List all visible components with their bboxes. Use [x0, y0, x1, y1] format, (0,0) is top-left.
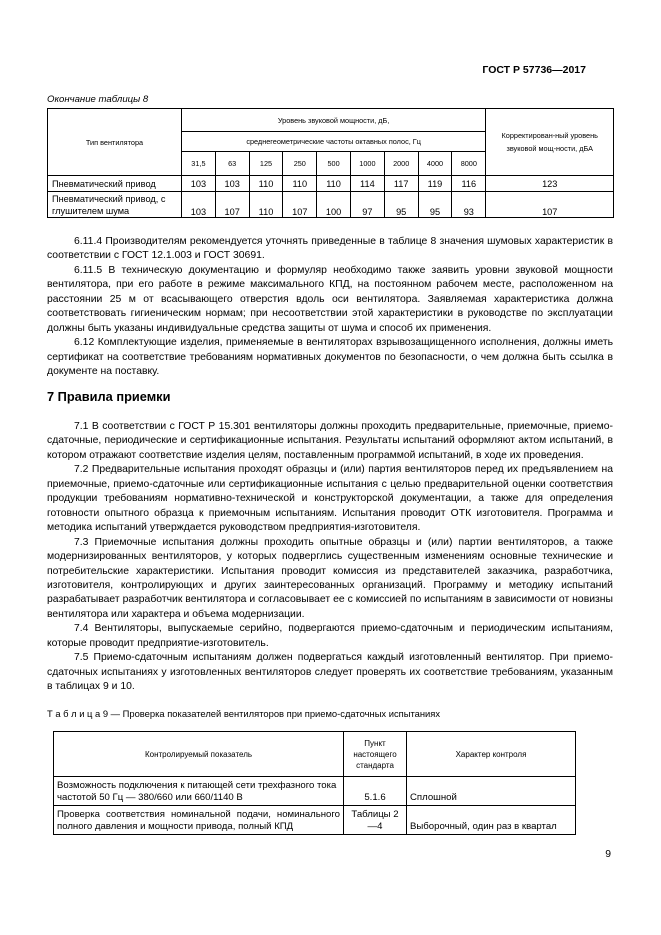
page-number: 9	[605, 849, 611, 860]
cell-corrected: 123	[486, 176, 614, 192]
cell-indicator: Проверка соответствия номинальной подачи, номинального полного давления и мощности привода, полный КПД	[54, 806, 344, 835]
table-9	[53, 731, 576, 835]
freq-header: 125	[249, 152, 283, 176]
cell-clause: Таблицы 2—4	[344, 806, 407, 835]
section-heading: 7 Правила приемки	[47, 389, 171, 404]
col-clause-header: Пункт настоящего стандарта	[344, 732, 407, 777]
row-label: Пневматический привод	[48, 176, 182, 192]
col-type-header: Тип вентилятора	[48, 109, 182, 176]
cell-value: 93	[452, 192, 486, 218]
table9-caption: Т а б л и ц а 9 — Проверка показателей вентиляторов при приемо-сдаточных испытаниях	[47, 708, 441, 719]
clauses-6	[47, 235, 613, 380]
cell-value: 103	[215, 176, 249, 192]
col-freq-header: среднегеометрические частоты октавных полос, Гц	[182, 132, 486, 152]
row-label: Пневматический привод, с глушителем шума	[48, 192, 182, 218]
clause-7-3: 7.3 Приемочные испытания должны проходить опытные образцы и (или) партии вентиляторов, а также модернизированных вентиляторов, у которых подверглись существенным изменениям основные технические и потребительские характеристики. Испытания проводит комиссия из представителей заказчика, разработчика, изготовителя, контролирующих и других заинтересованных организаций. Программу и методику испытаний разрабатывает разработчик вентилятора и согласовывает ее с комиссией по испытаниям в зависимости от новизны вентилятора или характера и объема модернизации.	[47, 536, 613, 620]
cell-value: 95	[384, 192, 418, 218]
clause-7-2: 7.2 Предварительные испытания проходят образцы и (или) партия вентиляторов перед их предъявлением на приемочные, приемо-сдаточные или сертификационные испытания с целью предварительной оценки соответствия продукции требованиям нормативно-технической и конструкторской документации, а также для определения готовности опытного образца к приемочным испытаниям. Испытания проводит ОТК изготовителя. Программа и методика испытаний утверждается руководством предприятия-изготовителя.	[47, 464, 613, 534]
table-row	[54, 806, 576, 835]
cell-value: 110	[249, 192, 283, 218]
cell-value: 95	[418, 192, 452, 218]
freq-header: 500	[317, 152, 351, 176]
cell-value: 103	[182, 192, 216, 218]
cell-clause: 5.1.6	[344, 777, 407, 806]
col-power-header: Уровень звуковой мощности, дБ,	[182, 109, 486, 132]
cell-value: 107	[215, 192, 249, 218]
table-row	[48, 192, 614, 218]
table-row	[48, 176, 614, 192]
clause-6-12: 6.12 Комплектующие изделия, применяемые в вентиляторах взрывозащищенного исполнения, должны иметь сертификат на соответствие требованиям нормативных документов по безопасности, о чем должна быть ссылка в документе на поставку.	[47, 337, 613, 378]
clause-7-4: 7.4 Вентиляторы, выпускаемые серийно, подвергаются приемо-сдаточным и периодическим испытаниям, которые проводит предприятие-изготовитель.	[47, 623, 613, 649]
cell-value: 103	[182, 176, 216, 192]
cell-value: 119	[418, 176, 452, 192]
cell-value: 100	[317, 192, 351, 218]
col-indicator-header: Контролируемый показатель	[54, 732, 344, 777]
table8-caption: Окончание таблицы 8	[47, 94, 149, 105]
freq-header: 2000	[384, 152, 418, 176]
table-8	[47, 108, 614, 218]
table-row	[54, 777, 576, 806]
freq-header: 8000	[452, 152, 486, 176]
cell-value: 117	[384, 176, 418, 192]
cell-value: 107	[283, 192, 317, 218]
cell-value: 110	[317, 176, 351, 192]
clause-7-1: 7.1 В соответствии с ГОСТ Р 15.301 вентиляторы должны проходить предварительные, приемочные, приемо-сдаточные, периодические и сертификационные испытания. Результаты испытаний оформляют актом испытаний, в котором отражают соответствие изделия целям, поставленным программой испытаний, в ходе их проведения.	[47, 421, 613, 461]
cell-control: Сплошной	[407, 777, 576, 806]
cell-value: 110	[249, 176, 283, 192]
freq-header: 250	[283, 152, 317, 176]
standard-number: ГОСТ Р 57736—2017	[482, 64, 586, 76]
cell-value: 116	[452, 176, 486, 192]
freq-header: 1000	[350, 152, 384, 176]
clauses-7	[47, 420, 613, 695]
freq-header: 4000	[418, 152, 452, 176]
cell-indicator: Возможность подключения к питающей сети трехфазного тока частотой 50 Гц — 380/660 или 660/1140 В	[54, 777, 344, 806]
clause-6-11-5: 6.11.5 В техническую документацию и формуляр необходимо также заявить уровни звуковой мощности вентилятора, при его работе в режиме максимального КПД, на постоянном рабочем месте, расположенном на расстоянии 25 м от всасывающего отверстия вдоль оси вентилятора. Заявляемая характеристика должна соответствовать гигиеническим нормам; при несоответствии этой характеристики в руководстве по эксплуатации должны быть указаны индивидуальные средства защиты от шума и способ их применения.	[47, 264, 613, 334]
clause-6-11-4: 6.11.4 Производителям рекомендуется уточнять приведенные в таблице 8 значения шумовых характеристик в соответствии с ГОСТ 12.1.003 и ГОСТ 30691.	[47, 236, 613, 262]
col-control-header: Характер контроля	[407, 732, 576, 777]
col-corrected-header: Корректирован-ный уровень звуковой мощ-ности, дБА	[486, 109, 614, 176]
freq-header: 31,5	[182, 152, 216, 176]
clause-7-5: 7.5 Приемо-сдаточным испытаниям должен подвергаться каждый изготовленный вентилятор. При приемо-сдаточных испытаниях у изготовленных вентиляторов следует проверять их соответствие требованиям, указанным в таблицах 9 и 10.	[47, 652, 613, 693]
cell-corrected: 107	[486, 192, 614, 218]
cell-value: 114	[350, 176, 384, 192]
freq-header: 63	[215, 152, 249, 176]
cell-value: 110	[283, 176, 317, 192]
cell-value: 97	[350, 192, 384, 218]
cell-control: Выборочный, один раз в квартал	[407, 806, 576, 835]
